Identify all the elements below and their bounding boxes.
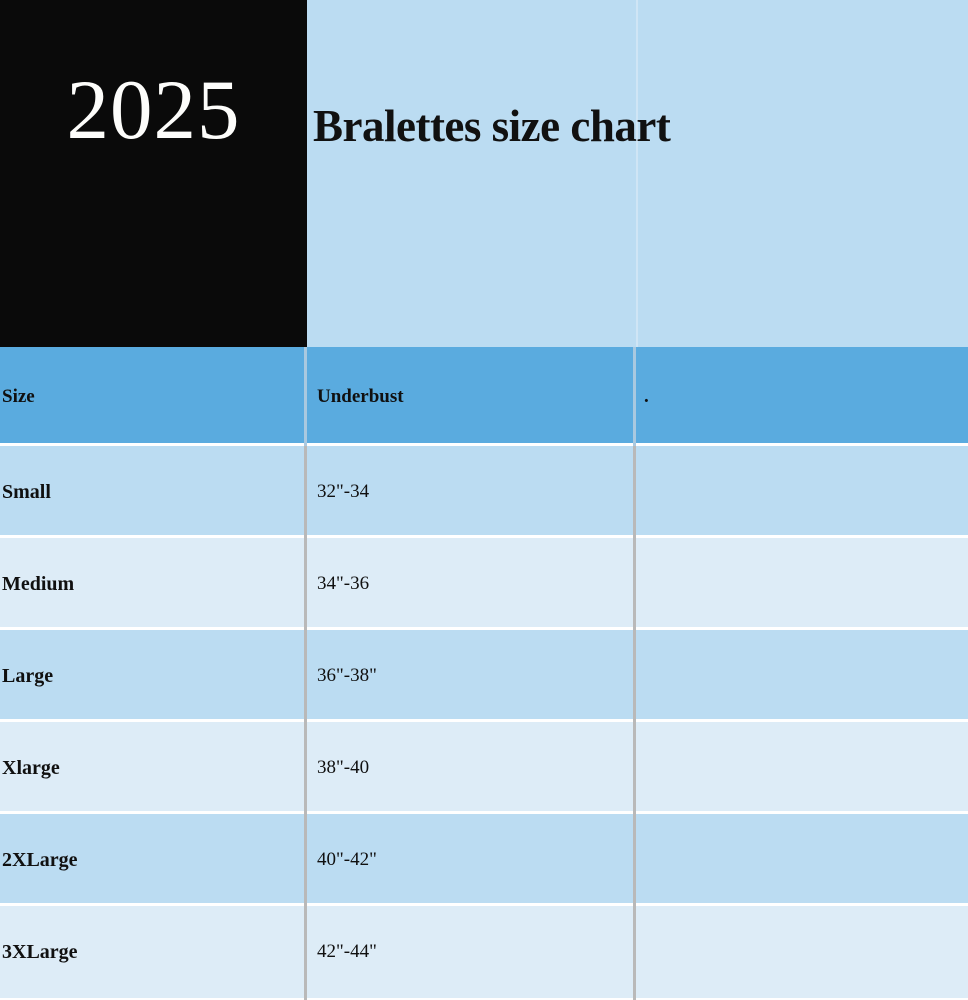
cell-underbust: 36"-38" [317, 665, 377, 686]
table-row [0, 722, 968, 814]
page-title: Bralettes size chart [313, 101, 671, 151]
cell-extra [636, 538, 968, 630]
cell-underbust: 40"-42" [317, 849, 377, 870]
cell-size: Xlarge [2, 756, 60, 779]
header-column-separator-2 [633, 347, 636, 446]
cell-underbust: 38"-40 [317, 757, 370, 778]
row-separator [0, 903, 968, 906]
table-row [0, 446, 968, 538]
document-header [0, 0, 968, 347]
row-separator [0, 811, 968, 814]
table-header-row [0, 347, 968, 446]
header-column-separator-1 [304, 347, 307, 446]
table-row [0, 814, 968, 906]
cell-extra [636, 906, 968, 998]
table-row [0, 630, 968, 722]
year-label: 2025 [66, 63, 241, 157]
header-column-divider [636, 0, 638, 347]
cell-underbust: 34"-36 [317, 573, 370, 594]
cell-extra [636, 446, 968, 538]
column-header-extra: . [644, 385, 649, 407]
row-separator [0, 719, 968, 722]
cell-size: 2XLarge [2, 848, 78, 871]
cell-size: Large [2, 664, 54, 687]
column-separator-2 [633, 446, 636, 1000]
cell-extra [636, 630, 968, 722]
cell-extra [636, 722, 968, 814]
row-separator [0, 627, 968, 630]
column-separator-1 [304, 446, 307, 1000]
cell-underbust: 32"-34 [317, 481, 370, 502]
table-row [0, 538, 968, 630]
cell-underbust: 42"-44" [317, 941, 377, 962]
column-header-underbust: Underbust [317, 385, 404, 407]
cell-size: 3XLarge [2, 940, 78, 963]
row-separator [0, 535, 968, 538]
cell-size: Small [2, 480, 51, 503]
table-row [0, 906, 968, 998]
row-separator [0, 443, 968, 446]
cell-extra [636, 814, 968, 906]
column-header-size: Size [2, 385, 35, 407]
cell-size: Medium [2, 572, 75, 595]
